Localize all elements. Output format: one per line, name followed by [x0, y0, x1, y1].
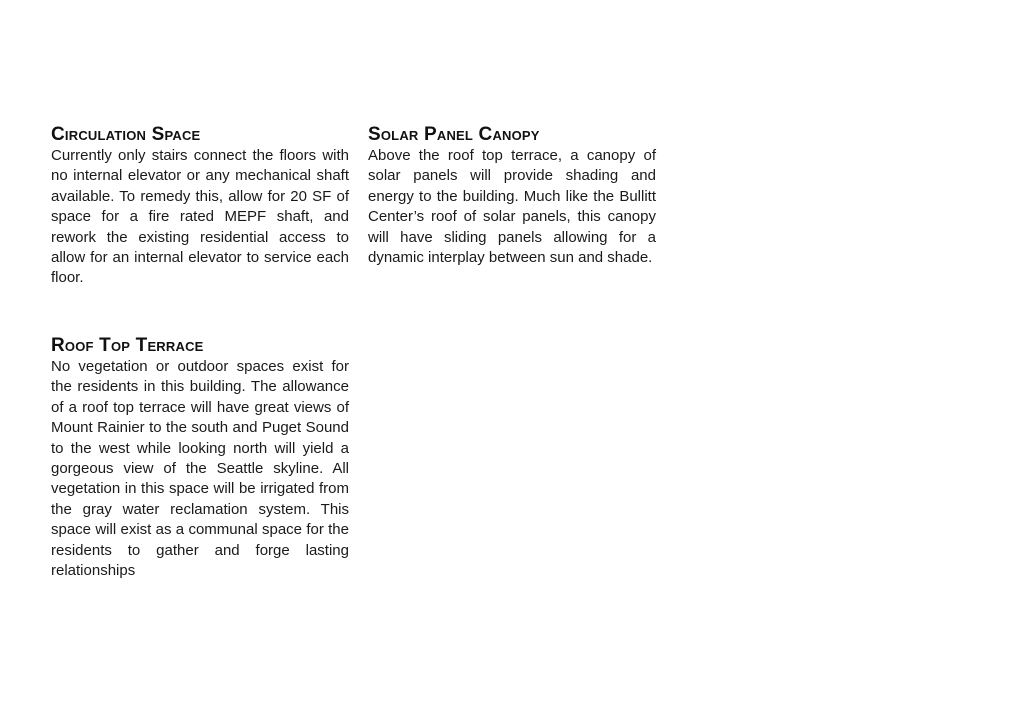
section-title-circulation: Circulation Space	[51, 124, 201, 145]
section-body-roof: No vegetation or outdoor spaces exist for the residents in this building. The allowance of a roof top terrace will have great views of Mount Rainier to the south and Puget Sound to the west while looking north will yield a gorgeous view of the Seattle skyline. All vegetation in this space will be irrigated from the gray water reclamation system. This space will exist as a communal space for the residents to gather and forge lasting relationships	[51, 358, 349, 580]
section-body-circulation: Currently only stairs connect the floors with no internal elevator or any mechanical shaft available. To remedy this, allow for 20 SF of space for a fire rated MEPF shaft, and rework the existing residential access to allow for an internal elevator to service each floor.	[51, 147, 349, 287]
section-circulation-space	[51, 124, 349, 289]
section-solar-panel-canopy	[368, 124, 656, 268]
section-title-roof: Roof Top Terrace	[51, 335, 204, 356]
section-title-solar: Solar Panel Canopy	[368, 124, 540, 145]
section-roof-top-terrace	[51, 335, 349, 581]
section-body-solar: Above the roof top terrace, a canopy of solar panels will provide shading and energy to the building. Much like the Bullitt Center’s roof of solar panels, this canopy will have sliding panels allowing for a dynamic interplay between sun and shade.	[368, 147, 656, 267]
